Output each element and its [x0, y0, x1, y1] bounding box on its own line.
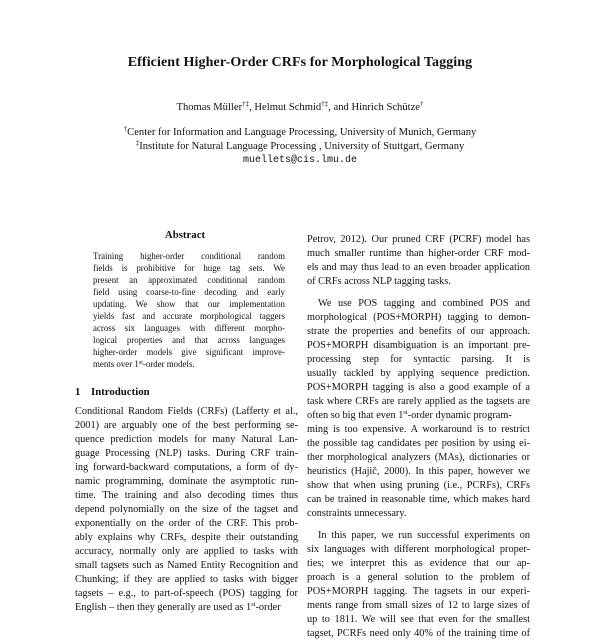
author-name: Helmut Schmid [254, 102, 322, 113]
body-line: guage Processing (NLP) tasks. During CRF train- [75, 448, 298, 459]
affiliation-mark: ‡ [135, 139, 140, 147]
body-line: els and may thus lead to an even broader application [307, 262, 530, 273]
text-fragment: -order dynamic program- [407, 410, 512, 421]
affiliation-text: Center for Information and Language Processing, University of Munich, Germany [127, 127, 477, 138]
superscript: st [138, 360, 143, 366]
affiliation-mark: † [420, 100, 424, 108]
body-line: ming is too expensive. A workaround is to restrict [307, 424, 530, 435]
text-fragment: English – then they generally are used as 1 [75, 602, 252, 613]
body-line: much smaller runtime than higher-order CRF mod- [307, 248, 530, 259]
body-line: six languages with different morphological proper- [307, 544, 530, 555]
author-separator: , and [328, 102, 352, 113]
abstract-line: higher-order models give significant improve- [93, 347, 285, 357]
body-line: can be trained in reasonable time, which makes hard [307, 494, 530, 505]
body-line: POS+MORPH tagging. The tagsets in our experi- [307, 586, 530, 597]
paper-title: Efficient Higher-Order CRFs for Morphological Tagging [127, 55, 473, 70]
body-line: ther morphological analyzers (MAs), dictionaries or [307, 452, 530, 463]
body-line: tagsets – e.g., to part-of-speech (POS) tagging for [75, 588, 298, 599]
superscript: st [251, 601, 256, 608]
section-number: 1 [75, 386, 81, 398]
abstract-line: updating. We show that our implementation [93, 299, 285, 309]
affiliation-mark: †‡ [321, 100, 329, 108]
body-line: heuristics (Hajič, 2000). In this paper, however we [307, 466, 530, 477]
body-line: constraints unnecessary. [307, 508, 407, 519]
body-line: ably explains why CRFs, despite their outstanding [75, 532, 298, 543]
body-line: ing forward-backward computations, a form of dy- [75, 462, 298, 473]
body-line: quence prediction models for many Natural Lan- [75, 434, 298, 445]
affiliation-mark: †‡ [242, 100, 250, 108]
body-line: Conditional Random Fields (CRFs) (Lafferty et al., [75, 406, 298, 417]
body-line: 2001) are arguably one of the best performing se- [75, 420, 298, 431]
abstract-line: across six languages with different morpho- [93, 323, 285, 333]
abstract-line: field using coarse-to-fine decoding and early [93, 287, 285, 297]
author-list [0, 102, 600, 113]
section-title: Introduction [91, 386, 150, 398]
body-line: processing step for syntactic parsing. It is [307, 354, 530, 365]
body-line: ments range from small sizes of 12 to large sizes of [307, 600, 530, 611]
body-line: task where CRFs are rarely applied as the tagsets are [307, 396, 530, 407]
affiliation-mark: † [123, 125, 128, 133]
affiliation [0, 141, 600, 152]
author-name: Hinrich Schütze [351, 102, 420, 113]
body-line: In this paper, we run successful experiments on [318, 530, 530, 541]
body-line: morphological (POS+MORPH) tagging to demon- [307, 312, 530, 323]
text-fragment: often so big that even 1 [307, 410, 404, 421]
body-line: of CRFs across NLP tagging tasks. [307, 276, 451, 287]
author-separator: , [249, 102, 255, 113]
abstract-line [93, 358, 285, 370]
body-line [75, 601, 298, 615]
affiliation [0, 127, 600, 138]
section-heading [75, 386, 150, 398]
body-line: POS+MORPH disambiguation is an important pre- [307, 340, 530, 351]
text-fragment [307, 409, 512, 423]
body-line: Petrov, 2012). Our pruned CRF (PCRF) model has [307, 234, 530, 245]
affiliation-text: Institute for Natural Language Processing , University of Stuttgart, Germany [139, 141, 465, 152]
author-email: muellets@cis.lmu.de [242, 155, 358, 166]
body-line: strate the properties and benefits of our approach. [307, 326, 530, 337]
abstract-line: fields is prohibitive for huge tag sets. We [93, 263, 285, 273]
body-line [307, 409, 530, 423]
body-line: ties; we interpret this as evidence that our ap- [307, 558, 530, 569]
body-line: POS+MORPH tagging is also a good example of a [307, 382, 530, 393]
abstract-line: logical properties and that across languages [93, 335, 285, 345]
body-line: up to 1811. We will see that even for the smallest [307, 614, 530, 625]
body-line: depend polynomially on the size of the tagset and [75, 504, 298, 515]
body-line: the possible tag candidates per position by using ei- [307, 438, 530, 449]
body-line: Chunking; if they are applied to tasks with bigger [75, 574, 298, 585]
body-line: usually tackled by applying sequence prediction. [307, 368, 530, 379]
abstract-line: Training higher-order conditional random [93, 251, 285, 261]
body-line: time. The training and also decoding times thus [75, 490, 298, 501]
body-line: accuracy, normally only are applied to tasks with [75, 546, 298, 557]
body-line: small tagsets such as Named Entity Recognition and [75, 560, 298, 571]
superscript: st [403, 409, 408, 416]
text-fragment: -order models. [142, 359, 195, 369]
author-name: Thomas Müller [176, 102, 243, 113]
body-line: show that when using pruning (i.e., PCRFs), CRFs [307, 480, 530, 491]
body-line: namic programming, dominate the asymptotic run- [75, 476, 298, 487]
abstract-line: present an approximated conditional random [93, 275, 285, 285]
body-line: exponentially on the order of the CRF. This prob- [75, 518, 298, 529]
text-fragment: ments over 1 [93, 359, 139, 369]
body-line: We use POS tagging and combined POS and [318, 298, 530, 309]
body-line: tagset, PCRFs need only 40% of the training time of [307, 628, 530, 639]
body-line: proach is a general solution to the problem of [307, 572, 530, 583]
abstract-line: yields fast and accurate morphological taggers [93, 311, 285, 321]
abstract-heading: Abstract [164, 229, 206, 241]
text-fragment: -order [255, 602, 281, 613]
